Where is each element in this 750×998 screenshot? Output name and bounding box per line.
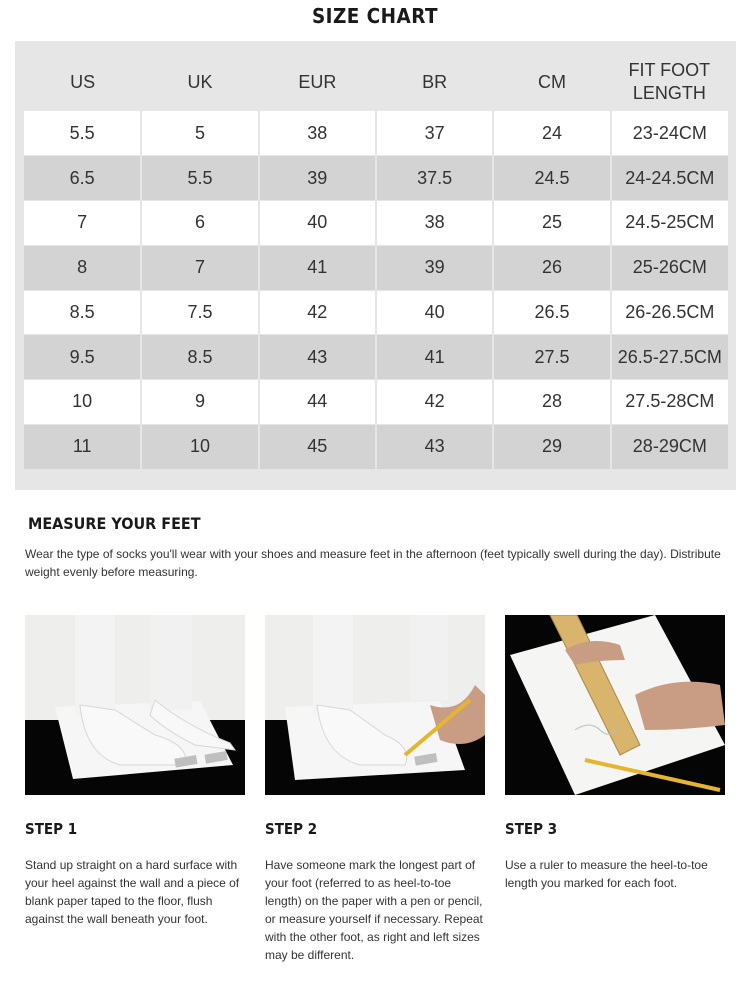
step-3-text: Use a ruler to measure the heel-to-toe length you marked for each foot. (505, 858, 708, 890)
cell-cm: 29 (493, 424, 610, 469)
cell-uk: 7.5 (141, 290, 258, 335)
cell-br: 41 (376, 335, 493, 380)
table-row (24, 424, 728, 469)
cell-uk: 5.5 (141, 156, 258, 201)
table-row (24, 335, 728, 380)
cell-br: 38 (376, 201, 493, 246)
cell-eur: 44 (259, 380, 376, 425)
size-table-body (24, 111, 728, 469)
cell-eur: 41 (259, 245, 376, 290)
cell-cm: 26 (493, 245, 610, 290)
cell-cm: 24.5 (493, 156, 610, 201)
cell-br: 40 (376, 290, 493, 335)
cell-eur: 45 (259, 424, 376, 469)
cell-us: 8 (24, 245, 141, 290)
cell-eur: 42 (259, 290, 376, 335)
table-header-row (24, 53, 728, 111)
cell-uk: 6 (141, 201, 258, 246)
step-1 (25, 615, 245, 928)
step-2 (265, 615, 485, 964)
step-2-text: Have someone mark the longest part of your foot (referred to as heel-to-toe length) on the paper with a pen or pencil, or measure yourself if necessary. Repeat with the other foot, as right and left sizes may be different. (265, 858, 483, 962)
step-3-photo (505, 615, 725, 795)
measure-description: Wear the type of socks you'll wear with your shoes and measure feet in the afternoon (feet typically swell during the day). Distribute weight evenly before measuring. (25, 547, 721, 579)
table-row (24, 111, 728, 156)
header-us: US (70, 71, 96, 92)
cell-br: 43 (376, 424, 493, 469)
size-table (24, 53, 728, 470)
header-fit-foot-line-1: FIT FOOT (628, 60, 711, 80)
cell-cm: 24 (493, 111, 610, 156)
header-uk: UK (187, 71, 213, 92)
step-2-title: STEP 2 (265, 820, 318, 838)
cell-fit-foot-length: 24.5-25CM (611, 201, 728, 246)
cell-uk: 7 (141, 245, 258, 290)
cell-uk: 8.5 (141, 335, 258, 380)
step-1-photo (25, 615, 245, 795)
cell-fit-foot-length: 25-26CM (611, 245, 728, 290)
cell-cm: 28 (493, 380, 610, 425)
page-title: SIZE CHART (311, 4, 439, 28)
cell-br: 39 (376, 245, 493, 290)
cell-fit-foot-length: 28-29CM (611, 424, 728, 469)
cell-eur: 43 (259, 335, 376, 380)
cell-cm: 27.5 (493, 335, 610, 380)
cell-fit-foot-length: 23-24CM (611, 111, 728, 156)
table-row (24, 245, 728, 290)
cell-fit-foot-length: 27.5-28CM (611, 380, 728, 425)
cell-uk: 5 (141, 111, 258, 156)
table-row (24, 290, 728, 335)
cell-fit-foot-length: 26.5-27.5CM (611, 335, 728, 380)
cell-cm: 25 (493, 201, 610, 246)
cell-us: 10 (24, 380, 141, 425)
step-1-text: Stand up straight on a hard surface with your heel against the wall and a piece of blank paper taped to the floor, flush against the wall beneath your foot. (25, 858, 240, 926)
cell-br: 37.5 (376, 156, 493, 201)
cell-eur: 39 (259, 156, 376, 201)
header-cm: CM (537, 71, 566, 92)
cell-us: 7 (24, 201, 141, 246)
cell-us: 11 (24, 424, 141, 469)
cell-cm: 26.5 (493, 290, 610, 335)
cell-eur: 40 (259, 201, 376, 246)
step-3-title: STEP 3 (505, 820, 558, 838)
step-3 (505, 615, 725, 892)
cell-br: 37 (376, 111, 493, 156)
step-2-photo (265, 615, 485, 795)
cell-eur: 38 (259, 111, 376, 156)
header-br: BR (422, 71, 448, 92)
header-eur: EUR (298, 71, 337, 92)
header-fit-foot-line-2: LENGTH (632, 83, 706, 103)
cell-us: 9.5 (24, 335, 141, 380)
cell-us: 5.5 (24, 111, 141, 156)
cell-br: 42 (376, 380, 493, 425)
cell-uk: 9 (141, 380, 258, 425)
table-row (24, 156, 728, 201)
size-chart (15, 41, 736, 490)
table-row (24, 380, 728, 425)
cell-us: 6.5 (24, 156, 141, 201)
cell-us: 8.5 (24, 290, 141, 335)
table-row (24, 201, 728, 246)
step-1-title: STEP 1 (25, 820, 78, 838)
cell-fit-foot-length: 24-24.5CM (611, 156, 728, 201)
measure-heading: MEASURE YOUR FEET (28, 514, 201, 533)
header-fit-foot-length (611, 53, 728, 111)
cell-fit-foot-length: 26-26.5CM (611, 290, 728, 335)
cell-uk: 10 (141, 424, 258, 469)
